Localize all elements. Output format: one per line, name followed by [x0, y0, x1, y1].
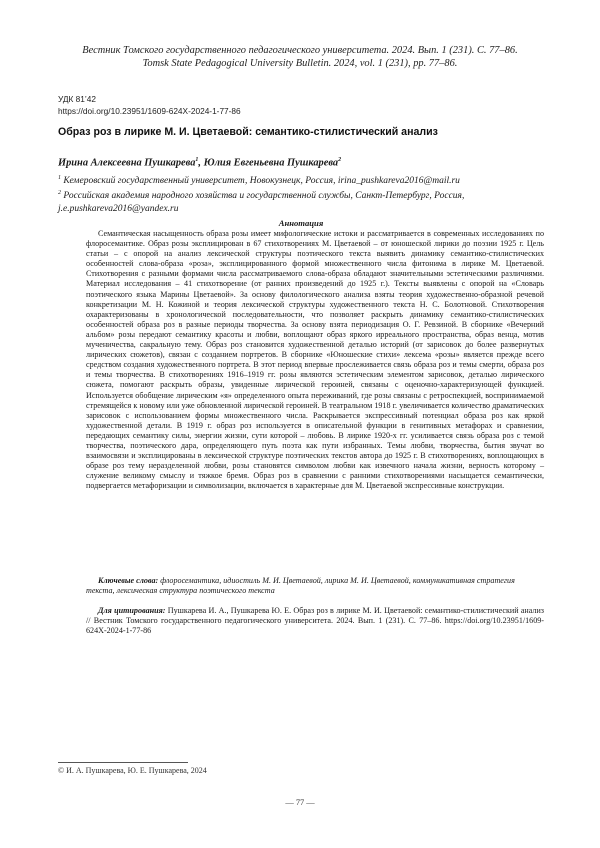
author-affiliation-mark: 2 [338, 157, 342, 163]
author-name: Юлия Евгеньевна Пушкарева [203, 157, 339, 169]
doi-link[interactable]: https://doi.org/10.23951/1609-624X-2024-1-77-86 [58, 105, 241, 116]
page-number: — 77 — [285, 798, 315, 807]
citation [86, 606, 544, 636]
affiliation-text: Российская академия народного хозяйства и государственной службы, Санкт-Петербург, Россия, [61, 191, 465, 202]
abstract-heading: Аннотация [278, 218, 324, 228]
author-list [58, 154, 341, 169]
journal-header-en: Tomsk State Pedagogical University Bulletin. 2024, vol. 1 (231), pp. 77–86. [142, 58, 458, 69]
keywords-label: Ключевые слова: [98, 576, 159, 585]
footnote-divider [58, 762, 188, 763]
affiliation-2 [58, 187, 548, 202]
author-name: Ирина Алексеевна Пушкарева [58, 157, 196, 169]
affiliation-mark: 2 [58, 190, 61, 197]
affiliation-2-email: j.e.pushkareva2016@yandex.ru [58, 203, 179, 214]
citation-text: Пушкарева И. А., Пушкарева Ю. Е. Образ роз в лирике М. И. Цветаевой: семантико-стилистический анализ // Вестник Томского государственного педагогического университета. 2024. Вып. 1 (231). С. 77–86. https://doi.org/10.23951/1609-624X-2024-1-77-86 [86, 606, 544, 636]
affiliations [58, 172, 548, 215]
article-title: Образ роз в лирике М. И. Цветаевой: семантико-стилистический анализ [58, 126, 438, 138]
journal-header-ru: Вестник Томского государственного педагогического университета. 2024. Вып. 1 (231). С. 77–86. [82, 45, 518, 56]
copyright-note: © И. А. Пушкарева, Ю. Е. Пушкарева, 2024 [58, 766, 207, 775]
citation-label: Для цитирования: [98, 606, 166, 615]
affiliation-text: Кемеровский государственный университет, Новокузнецк, Россия, irina_pushkareva2016@mail.ru [61, 176, 460, 187]
affiliation-1 [58, 172, 548, 187]
article-meta [58, 94, 241, 117]
abstract-text: Семантическая насыщенность образа розы имеет мифологические истоки и рассматривается в современных исследованиях по флоросемантике. Образ розы эксплицирован в 67 стихотворениях М. Цветаевой – от юношеской лирики до поэзии 1925 г. Цель статьи – с опорой на анализ лексической структуры поэтического текста выявить динамику семантико-стилистических особенностей слова-образа «роза», эксплицированного формой множественного числа фитонима в лирике М. Цветаевой. Стихотворения с разными формами числа рассматриваемого слова-образа обладают значительными эстетическими различиями. Материал исследования – 41 стихотворение (от ранних произведений до 1925 г.). Тексты выявлены с опорой на «Словарь поэтического языка Марины Цветаевой». За основу филологического анализа взяты теория художественно-образной речевой конкретизации М. Н. Кожиной и теория лексической структуры художественного текста Н. С. Болотновой. Стихотворения охарактеризованы в хронологической последовательности, что позволяет раскрыть динамику семантико-стилистических особенностей образа роз в разные периоды творчества. За основу взята периодизация О. Г. Ревзиной. В сборнике «Вечерний альбом» розы передают семантику красоты и любви, воплощают образ яркого ирреального пространства, образ венца, мотив мученичества, сакральную тему. Образ роз становится художественной деталью историй (от зарисовок до более развернутых лирических сюжетов), связан с созданием портретов. В сборнике «Юношеские стихи» лексема «розы» является прежде всего средством создания художественного портрета. В этот период впервые прослеживается связь образа роз и темы смерти, образа роз и темы творчества. В стихотворениях 1916–1919 гг. розы являются эстетическим элементом зарисовок, деталью лирического сюжета, помогают раскрыть образы, увиденные лирической героиней, связаны с оценочно-характеризующей функцией. Используется обобщение лирическим «я» определенного опыта переживаний, где розы связаны с ретроспекцией, воспринимаемой стремящейся к новому или уже обновленной лирической героиней. В театральном 1918 г. увеличивается количество драматических зарисовок с использованием формы множественного числа. Раскрывается экспрессивный потенциал образа роз как яркой художественной детали. В 1919 г. образ роз используется в описательной функции в генитивных метафорах и сравнении, передающих семантику силы, энергии жизни, сути которой – любовь. В лирике 1920-х гг. усиливается связь образа роз с темой творчества, поэтического дара, определяющего путь поэта как пути избранных. Темы любви, творчества, бытия звучат во взаимосвязи и эксплицированы в лексической структуре поэтических текстов автора до 1925 г. В стихотворениях, воплощающих в образе роз тему неразделенной любви, розы становятся символом любви как извечного начала жизни, верность которому – служение великому смыслу и тяжкое бремя. Образ роз в сравнении с ранними стихотворениями насыщается семантически, подвергается метафоризации и символизации, включается в характерные для М. Цветаевой экспрессивные конструкции. [86, 229, 544, 491]
author-separator: , [198, 157, 204, 169]
keywords-text: флоросемантика, идиостиль М. И. Цветаевой, лирика М. И. Цветаевой, коммуникативная стратегия текста, лексическая структура поэтического текста [86, 576, 515, 596]
abstract [86, 229, 544, 491]
author-affiliation-mark: 1 [195, 157, 199, 163]
udk-code: УДК 81’42 [58, 94, 96, 104]
affiliation-mark: 1 [58, 175, 61, 181]
journal-header [62, 44, 538, 70]
keywords [86, 576, 544, 596]
